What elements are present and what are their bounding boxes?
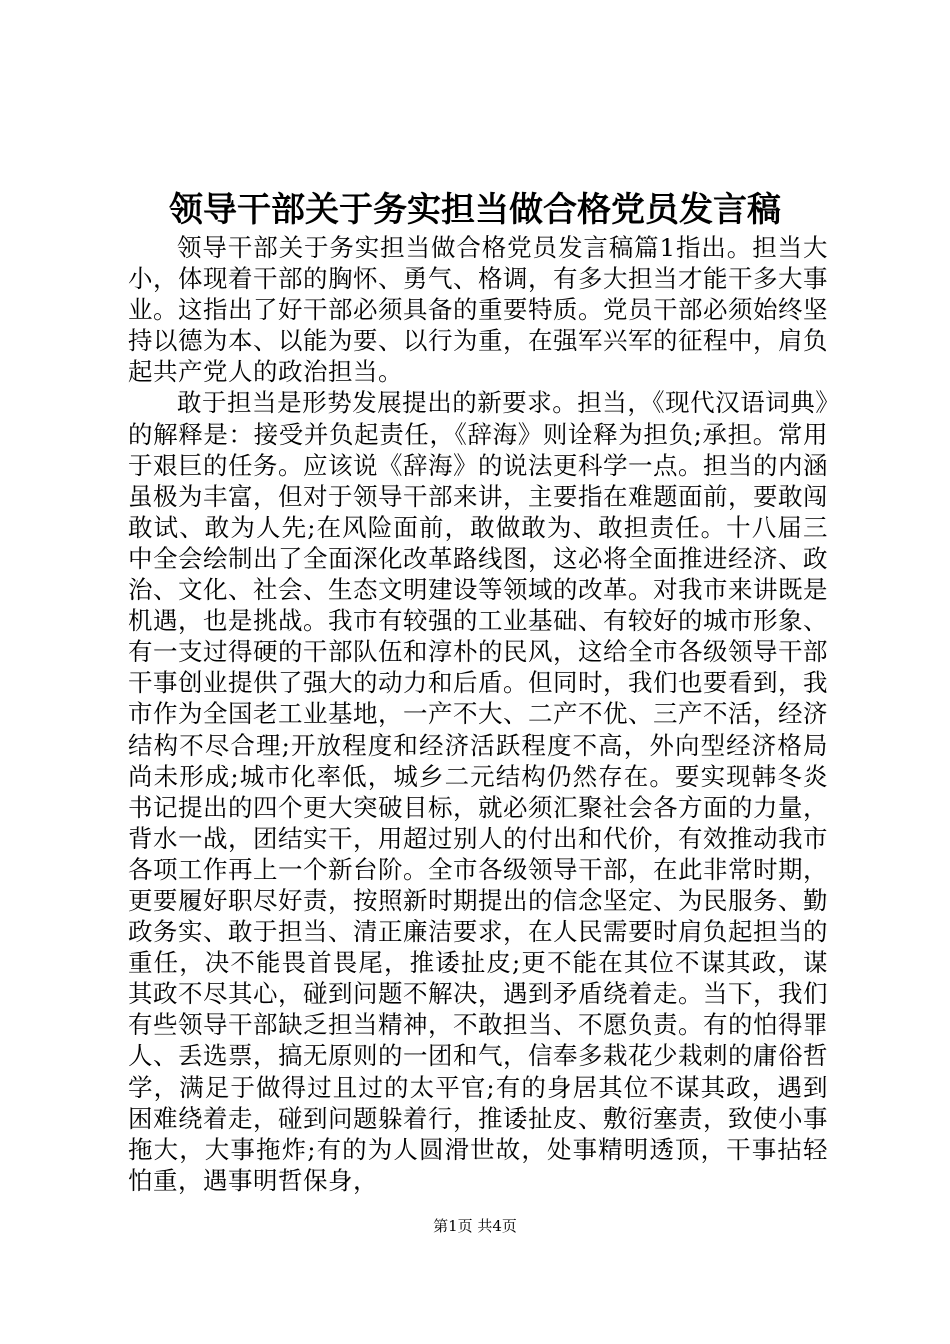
page-number-footer: 第1页 共4页	[433, 1217, 517, 1235]
paragraph: 领导干部关于务实担当做合格党员发言稿篇1指出。担当大小，体现着干部的胸怀、勇气、格调，有多大担当才能干多大事业。这指出了好干部必须具备的重要特质。党员干部必须始终坚持以德为本、以能为要、以行为重，在强军兴军的征程中，肩负起共产党人的政治担当。	[128, 233, 828, 387]
document-title: 领导干部关于务实担当做合格党员发言稿	[169, 190, 781, 230]
document-body	[128, 232, 828, 1196]
paragraph: 敢于担当是形势发展提出的新要求。担当，《现代汉语词典》的解释是：接受并负起责任，《辞海》则诠释为担负;承担。常用于艰巨的任务。应该说《辞海》的说法更科学一点。担当的内涵虽极为丰富，但对于领导干部来讲，主要指在难题面前，要敢闯敢试、敢为人先;在风险面前，敢做敢为、敢担责任。十八届三中全会绘制出了全面深化改革路线图，这必将全面推进经济、政治、文化、社会、生态文明建设等领域的改革。对我市来讲既是机遇，也是挑战。我市有较强的工业基础、有较好的城市形象、有一支过得硬的干部队伍和淳朴的民风，这给全市各级领导干部干事创业提供了强大的动力和后盾。但同时，我们也要看到，我市作为全国老工业基地，一产不大、二产不优、三产不活，经济结构不尽合理;开放程度和经济活跃程度不高，外向型经济格局尚未形成;城市化率低，城乡二元结构仍然存在。要实现韩冬炎书记提出的四个更大突破目标，就必须汇聚社会各方面的力量，背水一战，团结实干，用超过别人的付出和代价，有效推动我市各项工作再上一个新台阶。全市各级领导干部，在此非常时期，更要履好职尽好责，按照新时期提出的信念坚定、为民服务、勤政务实、敢于担当、清正廉洁要求，在人民需要时肩负起担当的重任，决不能畏首畏尾，推诿扯皮;更不能在其位不谋其政，谋其政不尽其心，碰到问题不解决，遇到矛盾绕着走。当下，我们有些领导干部缺乏担当精神，不敢担当、不愿负责。有的怕得罪人、丢选票，搞无原则的一团和气，信奉多栽花少栽刺的庸俗哲学，满足于做得过且过的太平官;有的身居其位不谋其政，遇到困难绕着走，碰到问题躲着行，推诿扯皮、敷衍塞责，致使小事拖大，大事拖炸;有的为人圆滑世故，处事精明透顶，干事拈轻怕重，遇事明哲保身，	[128, 388, 828, 1195]
